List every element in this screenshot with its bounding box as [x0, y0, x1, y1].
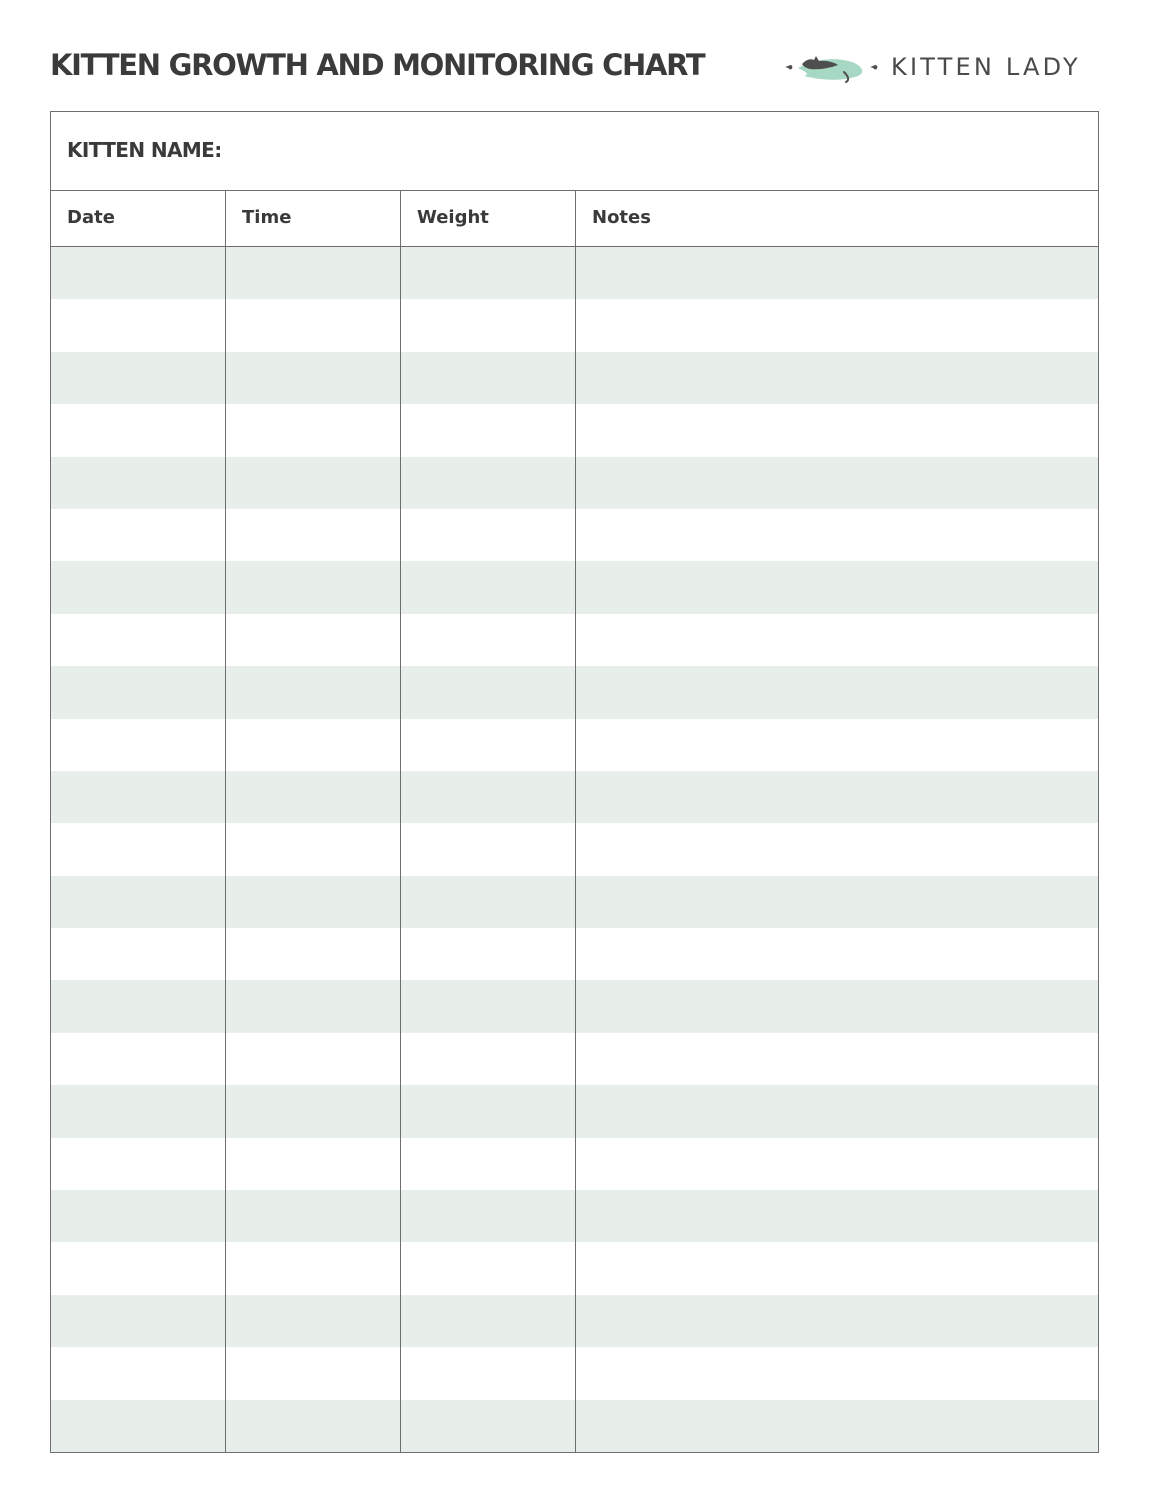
kitten-name-label: KITTEN NAME:: [67, 138, 222, 162]
page-title: KITTEN GROWTH AND MONITORING CHART: [50, 48, 705, 82]
column-header-weight: Weight: [417, 207, 489, 228]
column-header-time: Time: [242, 207, 292, 228]
cat-icon: [782, 48, 882, 90]
growth-table: [50, 111, 1099, 1453]
column-divider: [225, 191, 226, 1452]
kitten-name-row[interactable]: [51, 112, 1098, 191]
column-divider: [400, 191, 401, 1452]
column-header-date: Date: [67, 207, 115, 228]
column-divider: [575, 191, 576, 1452]
kitten-lady-logo: [782, 48, 1100, 90]
column-header-notes: Notes: [592, 207, 651, 228]
logo-text: KITTEN LADY: [891, 53, 1081, 81]
